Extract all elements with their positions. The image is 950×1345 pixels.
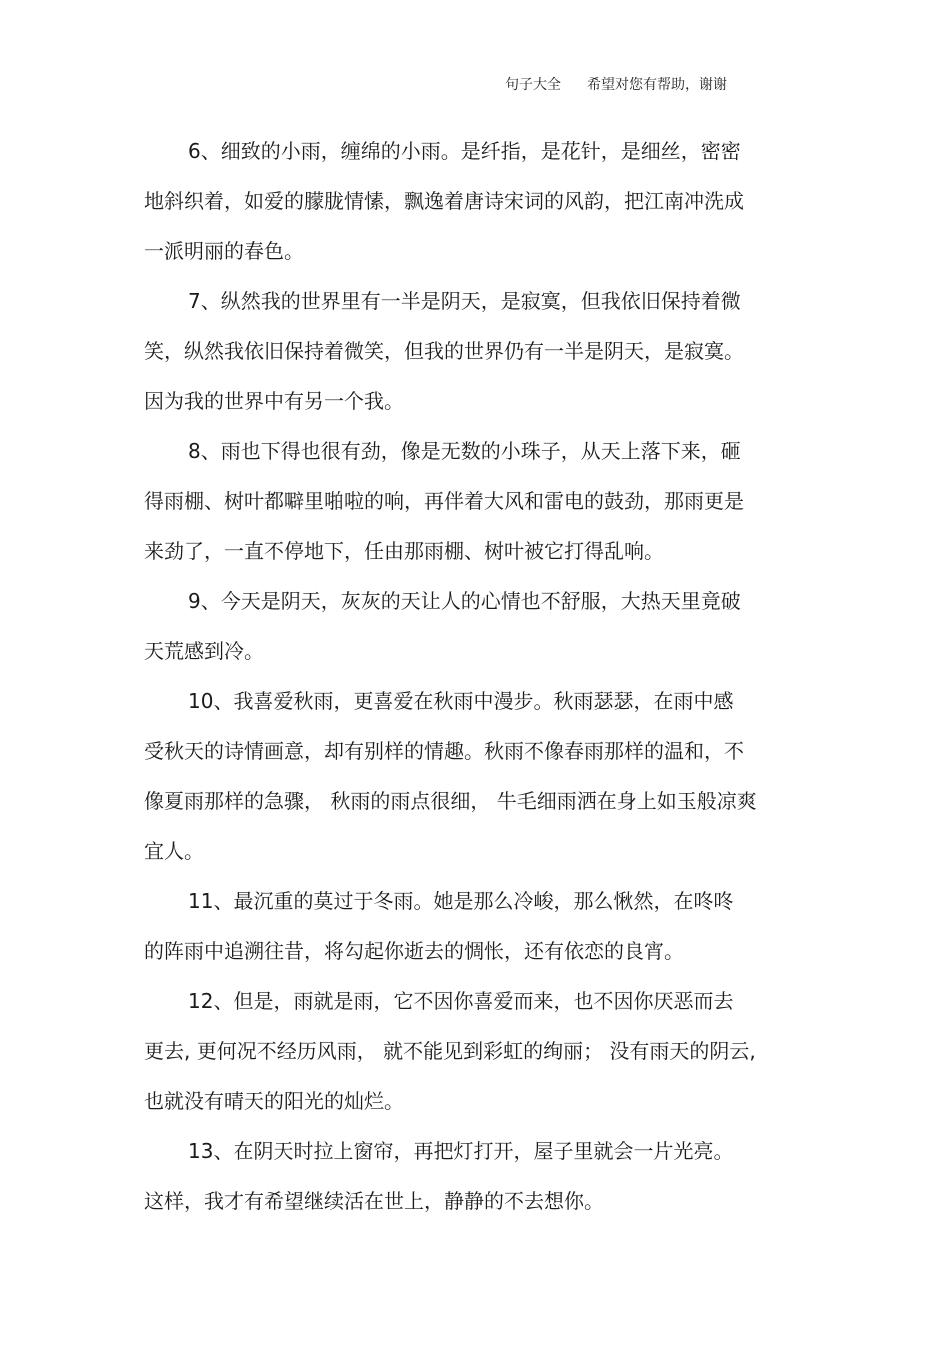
paragraph — [144, 676, 794, 876]
paragraph-line: 受秋天的诗情画意，却有别样的情趣。秋雨不像春雨那样的温和，不 — [144, 739, 744, 763]
paragraph-line: 宜人。 — [144, 839, 204, 863]
paragraph — [144, 1126, 794, 1226]
header-tagline: 希望对您有帮助，谢谢 — [587, 77, 727, 93]
paragraph-first-line: 13、在阴天时拉上窗帘，再把灯打开，屋子里就会一片光亮。 — [188, 1139, 734, 1163]
paragraph-line: 来劲了，一直不停地下，任由那雨棚、树叶被它打得乱响。 — [144, 539, 664, 563]
paragraph-line: 也就没有晴天的阳光的灿烂。 — [144, 1089, 404, 1113]
paragraph-first-line: 8、雨也下得也很有劲，像是无数的小珠子，从天上落下来，砸 — [188, 439, 741, 463]
document-body — [144, 126, 794, 1226]
paragraph-line: 得雨棚、树叶都噼里啪啦的响，再伴着大风和雷电的鼓劲，那雨更是 — [144, 489, 744, 513]
paragraph-first-line: 11、最沉重的莫过于冬雨。她是那么冷峻，那么愀然，在咚咚 — [188, 889, 734, 913]
paragraph — [144, 126, 794, 276]
paragraph — [144, 976, 794, 1126]
paragraph — [144, 276, 794, 426]
paragraph-line: 因为我的世界中有另一个我。 — [144, 389, 404, 413]
paragraph-first-line: 10、我喜爱秋雨，更喜爱在秋雨中漫步。秋雨瑟瑟，在雨中感 — [188, 689, 734, 713]
paragraph-first-line: 9、今天是阴天，灰灰的天让人的心情也不舒服，大热天里竟破 — [188, 589, 741, 613]
paragraph-line: 像夏雨那样的急骤， 秋雨的雨点很细， 牛毛细雨洒在身上如玉般凉爽 — [144, 789, 757, 813]
paragraph — [144, 876, 794, 976]
paragraph-line: 笑，纵然我依旧保持着微笑，但我的世界仍有一半是阴天，是寂寞。 — [144, 339, 744, 363]
paragraph-line: 地斜织着，如爱的朦胧情愫，飘逸着唐诗宋词的风韵，把江南冲洗成 — [144, 189, 744, 213]
paragraph-first-line: 6、细致的小雨，缠绵的小雨。是纤指，是花针，是细丝，密密 — [188, 139, 741, 163]
paragraph-first-line: 7、纵然我的世界里有一半是阴天，是寂寞，但我依旧保持着微 — [188, 289, 741, 313]
page-header — [505, 74, 727, 94]
paragraph — [144, 576, 794, 676]
paragraph — [144, 426, 794, 576]
paragraph-first-line: 12、但是，雨就是雨，它不因你喜爱而来，也不因你厌恶而去 — [188, 989, 734, 1013]
header-site-name: 句子大全 — [505, 77, 561, 93]
paragraph-line: 一派明丽的春色。 — [144, 239, 304, 263]
paragraph-line: 这样，我才有希望继续活在世上，静静的不去想你。 — [144, 1189, 604, 1213]
paragraph-line: 的阵雨中追溯往昔，将勾起你逝去的惆怅，还有依恋的良宵。 — [144, 939, 684, 963]
paragraph-line: 更去, 更何况不经历风雨， 就不能见到彩虹的绚丽； 没有雨天的阴云, — [144, 1039, 756, 1063]
paragraph-line: 天荒感到冷。 — [144, 639, 264, 663]
